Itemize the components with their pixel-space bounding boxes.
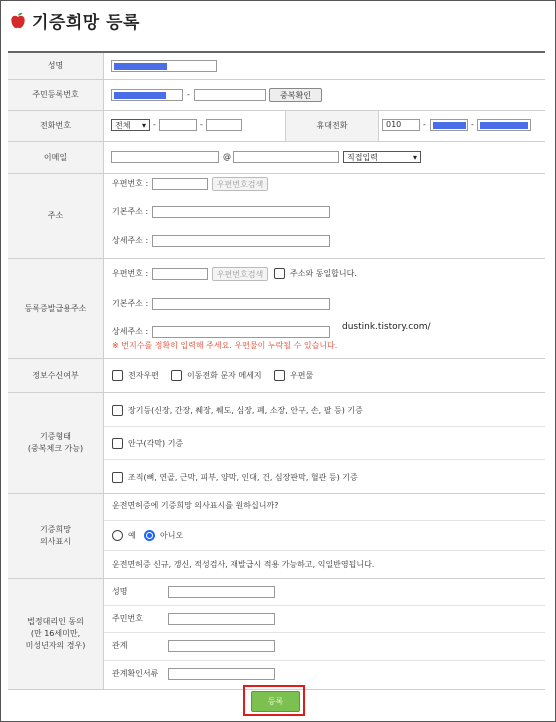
delivery-detail-field[interactable] xyxy=(152,326,330,338)
label-intent xyxy=(8,494,104,578)
intent-no-radio[interactable] xyxy=(144,530,155,541)
phone-sep-2: - xyxy=(200,120,203,129)
label-guardian xyxy=(8,579,104,689)
rrn-front-redaction xyxy=(114,92,166,99)
guardian-relation-label: 관계 xyxy=(112,641,128,650)
label-guardian-line2: (만 16세미만, xyxy=(30,629,81,638)
submit-button[interactable]: 등록 xyxy=(251,691,300,712)
donation-cornea-checkbox[interactable] xyxy=(112,438,123,449)
divider xyxy=(104,605,545,606)
same-as-address-checkbox[interactable] xyxy=(274,268,285,279)
guardian-name-field[interactable] xyxy=(168,586,275,598)
row-address xyxy=(8,174,545,259)
divider xyxy=(104,426,545,427)
label-intent-sub: 의사표시 xyxy=(40,537,71,546)
rrn-separator: - xyxy=(187,90,190,99)
address-postal-search-button[interactable]: 우편번호검색 xyxy=(212,177,268,191)
divider xyxy=(104,632,545,633)
guardian-rrn-field[interactable] xyxy=(168,613,275,625)
donation-cornea-label: 안구(각막) 기증 xyxy=(128,439,184,448)
info-email-checkbox[interactable] xyxy=(112,370,123,381)
label-donation-type-main: 기증형태 xyxy=(40,432,71,441)
label-delivery-address: 등록증발급용주소 xyxy=(8,259,104,358)
label-info-receive: 정보수신여부 xyxy=(8,359,104,392)
label-address: 주소 xyxy=(8,174,104,258)
row-rrn xyxy=(8,80,545,111)
same-as-address-label: 주소와 동일합니다. xyxy=(290,269,357,278)
guardian-relation-doc-label: 관계확인서류 xyxy=(112,669,159,678)
address-basic-label: 기본주소 : xyxy=(112,207,149,216)
address-basic-field[interactable] xyxy=(152,206,330,218)
guardian-name-label: 성명 xyxy=(112,587,128,596)
name-field[interactable] xyxy=(111,60,217,72)
row-guardian xyxy=(8,579,545,690)
divider xyxy=(104,520,545,521)
info-mail-label: 우편물 xyxy=(290,371,314,380)
delivery-detail-label: 상세주소 : xyxy=(112,327,149,336)
divider xyxy=(104,550,545,551)
address-warning: ※ 번지수를 정확히 입력해 주세요. 우편물이 누락될 수 있습니다. xyxy=(112,341,338,350)
mobile-last-redaction xyxy=(480,122,528,129)
address-detail-label: 상세주소 : xyxy=(112,236,149,245)
info-email-label: 전자우편 xyxy=(128,371,159,380)
email-at: @ xyxy=(223,152,231,161)
mobile-mid-field[interactable] xyxy=(430,119,468,131)
info-mail-checkbox[interactable] xyxy=(274,370,285,381)
phone-area-select[interactable] xyxy=(111,119,150,131)
donation-organ-checkbox[interactable] xyxy=(112,405,123,416)
mobile-mid-redaction xyxy=(433,122,466,129)
label-donation-type-sub: (중복체크 가능) xyxy=(27,444,84,453)
row-delivery-address xyxy=(8,259,545,359)
phone-sep-1: - xyxy=(153,120,156,129)
phone-last-field[interactable] xyxy=(206,119,242,131)
dup-check-button[interactable]: 중복확인 xyxy=(269,88,322,102)
intent-note: 운전면허증 신규, 갱신, 적성검사, 재발급시 적용 가능하고, 익일반영됩니다. xyxy=(112,560,375,569)
label-mobile: 휴대전화 xyxy=(285,111,379,141)
guardian-relation-field[interactable] xyxy=(168,640,275,652)
email-id-field[interactable] xyxy=(111,151,219,163)
address-detail-field[interactable] xyxy=(152,235,330,247)
label-phone: 전화번호 xyxy=(8,111,104,141)
donation-form xyxy=(8,51,545,690)
row-email xyxy=(8,142,545,174)
intent-yes-label: 예 xyxy=(128,531,136,540)
label-intent-main: 기증희망 xyxy=(40,525,71,534)
name-redaction xyxy=(114,63,167,70)
phone-area-value: 전체 xyxy=(115,120,131,130)
label-guardian-line3: 미성년자의 경우) xyxy=(25,641,86,650)
delivery-basic-field[interactable] xyxy=(152,298,330,310)
page-title: 기증희망 등록 xyxy=(32,13,140,33)
phone-mid-field[interactable] xyxy=(159,119,197,131)
mobile-sep-2: - xyxy=(471,120,474,129)
donation-organ-label: 장기등(신장, 간장, 췌장, 췌도, 심장, 폐, 소장, 안구, 손, 팔 등) 기증 xyxy=(128,406,363,415)
email-domain-select[interactable] xyxy=(343,151,421,163)
divider xyxy=(104,459,545,460)
info-sms-checkbox[interactable] xyxy=(171,370,182,381)
chevron-down-icon: ▾ xyxy=(141,120,146,130)
row-info-receive xyxy=(8,359,545,393)
intent-question: 운전면허증에 기증희망 의사표시를 원하십니까? xyxy=(112,501,279,510)
email-domain-value: 직접입력 xyxy=(347,152,378,162)
row-phone xyxy=(8,111,545,142)
delivery-postal-search-button[interactable]: 우편번호검색 xyxy=(212,267,268,281)
chevron-down-icon: ▾ xyxy=(412,152,417,162)
donation-tissue-checkbox[interactable] xyxy=(112,472,123,483)
mobile-last-field[interactable] xyxy=(477,119,531,131)
guardian-relation-doc-field[interactable] xyxy=(168,668,275,680)
row-name xyxy=(8,53,545,80)
label-name: 성명 xyxy=(8,53,104,79)
row-intent xyxy=(8,494,545,579)
mobile-prefix-field[interactable] xyxy=(382,119,420,131)
apple-logo-icon xyxy=(10,12,26,30)
intent-no-label: 아니오 xyxy=(160,531,184,540)
email-domain-field[interactable] xyxy=(233,151,339,163)
row-donation-type xyxy=(8,393,545,494)
label-guardian-line1: 법정대리인 동의 xyxy=(27,617,84,626)
address-postal-label: 우편번호 : xyxy=(112,179,149,188)
donation-tissue-label: 조직(뼈, 연골, 근막, 피부, 양막, 인대, 건, 심장판막, 혈관 등) 기증 xyxy=(128,473,358,482)
intent-yes-radio[interactable] xyxy=(112,530,123,541)
mobile-sep-1: - xyxy=(423,120,426,129)
delivery-basic-label: 기본주소 : xyxy=(112,299,149,308)
label-donation-type xyxy=(8,393,104,493)
rrn-front-field[interactable] xyxy=(111,89,183,101)
watermark-text: dustink.tistory.com/ xyxy=(342,322,431,332)
label-rrn: 주민등록번호 xyxy=(8,80,104,110)
delivery-postal-label: 우편번호 : xyxy=(112,269,149,278)
info-sms-label: 이동전화 문자 메세지 xyxy=(187,371,262,380)
mobile-prefix-value: 010 xyxy=(386,120,402,129)
delivery-postal-field[interactable] xyxy=(152,268,208,280)
address-postal-field[interactable] xyxy=(152,178,208,190)
divider xyxy=(104,660,545,661)
guardian-rrn-label: 주민번호 xyxy=(112,614,143,623)
rrn-back-field[interactable] xyxy=(194,89,266,101)
label-email: 이메일 xyxy=(8,142,104,173)
page-header xyxy=(10,8,140,33)
